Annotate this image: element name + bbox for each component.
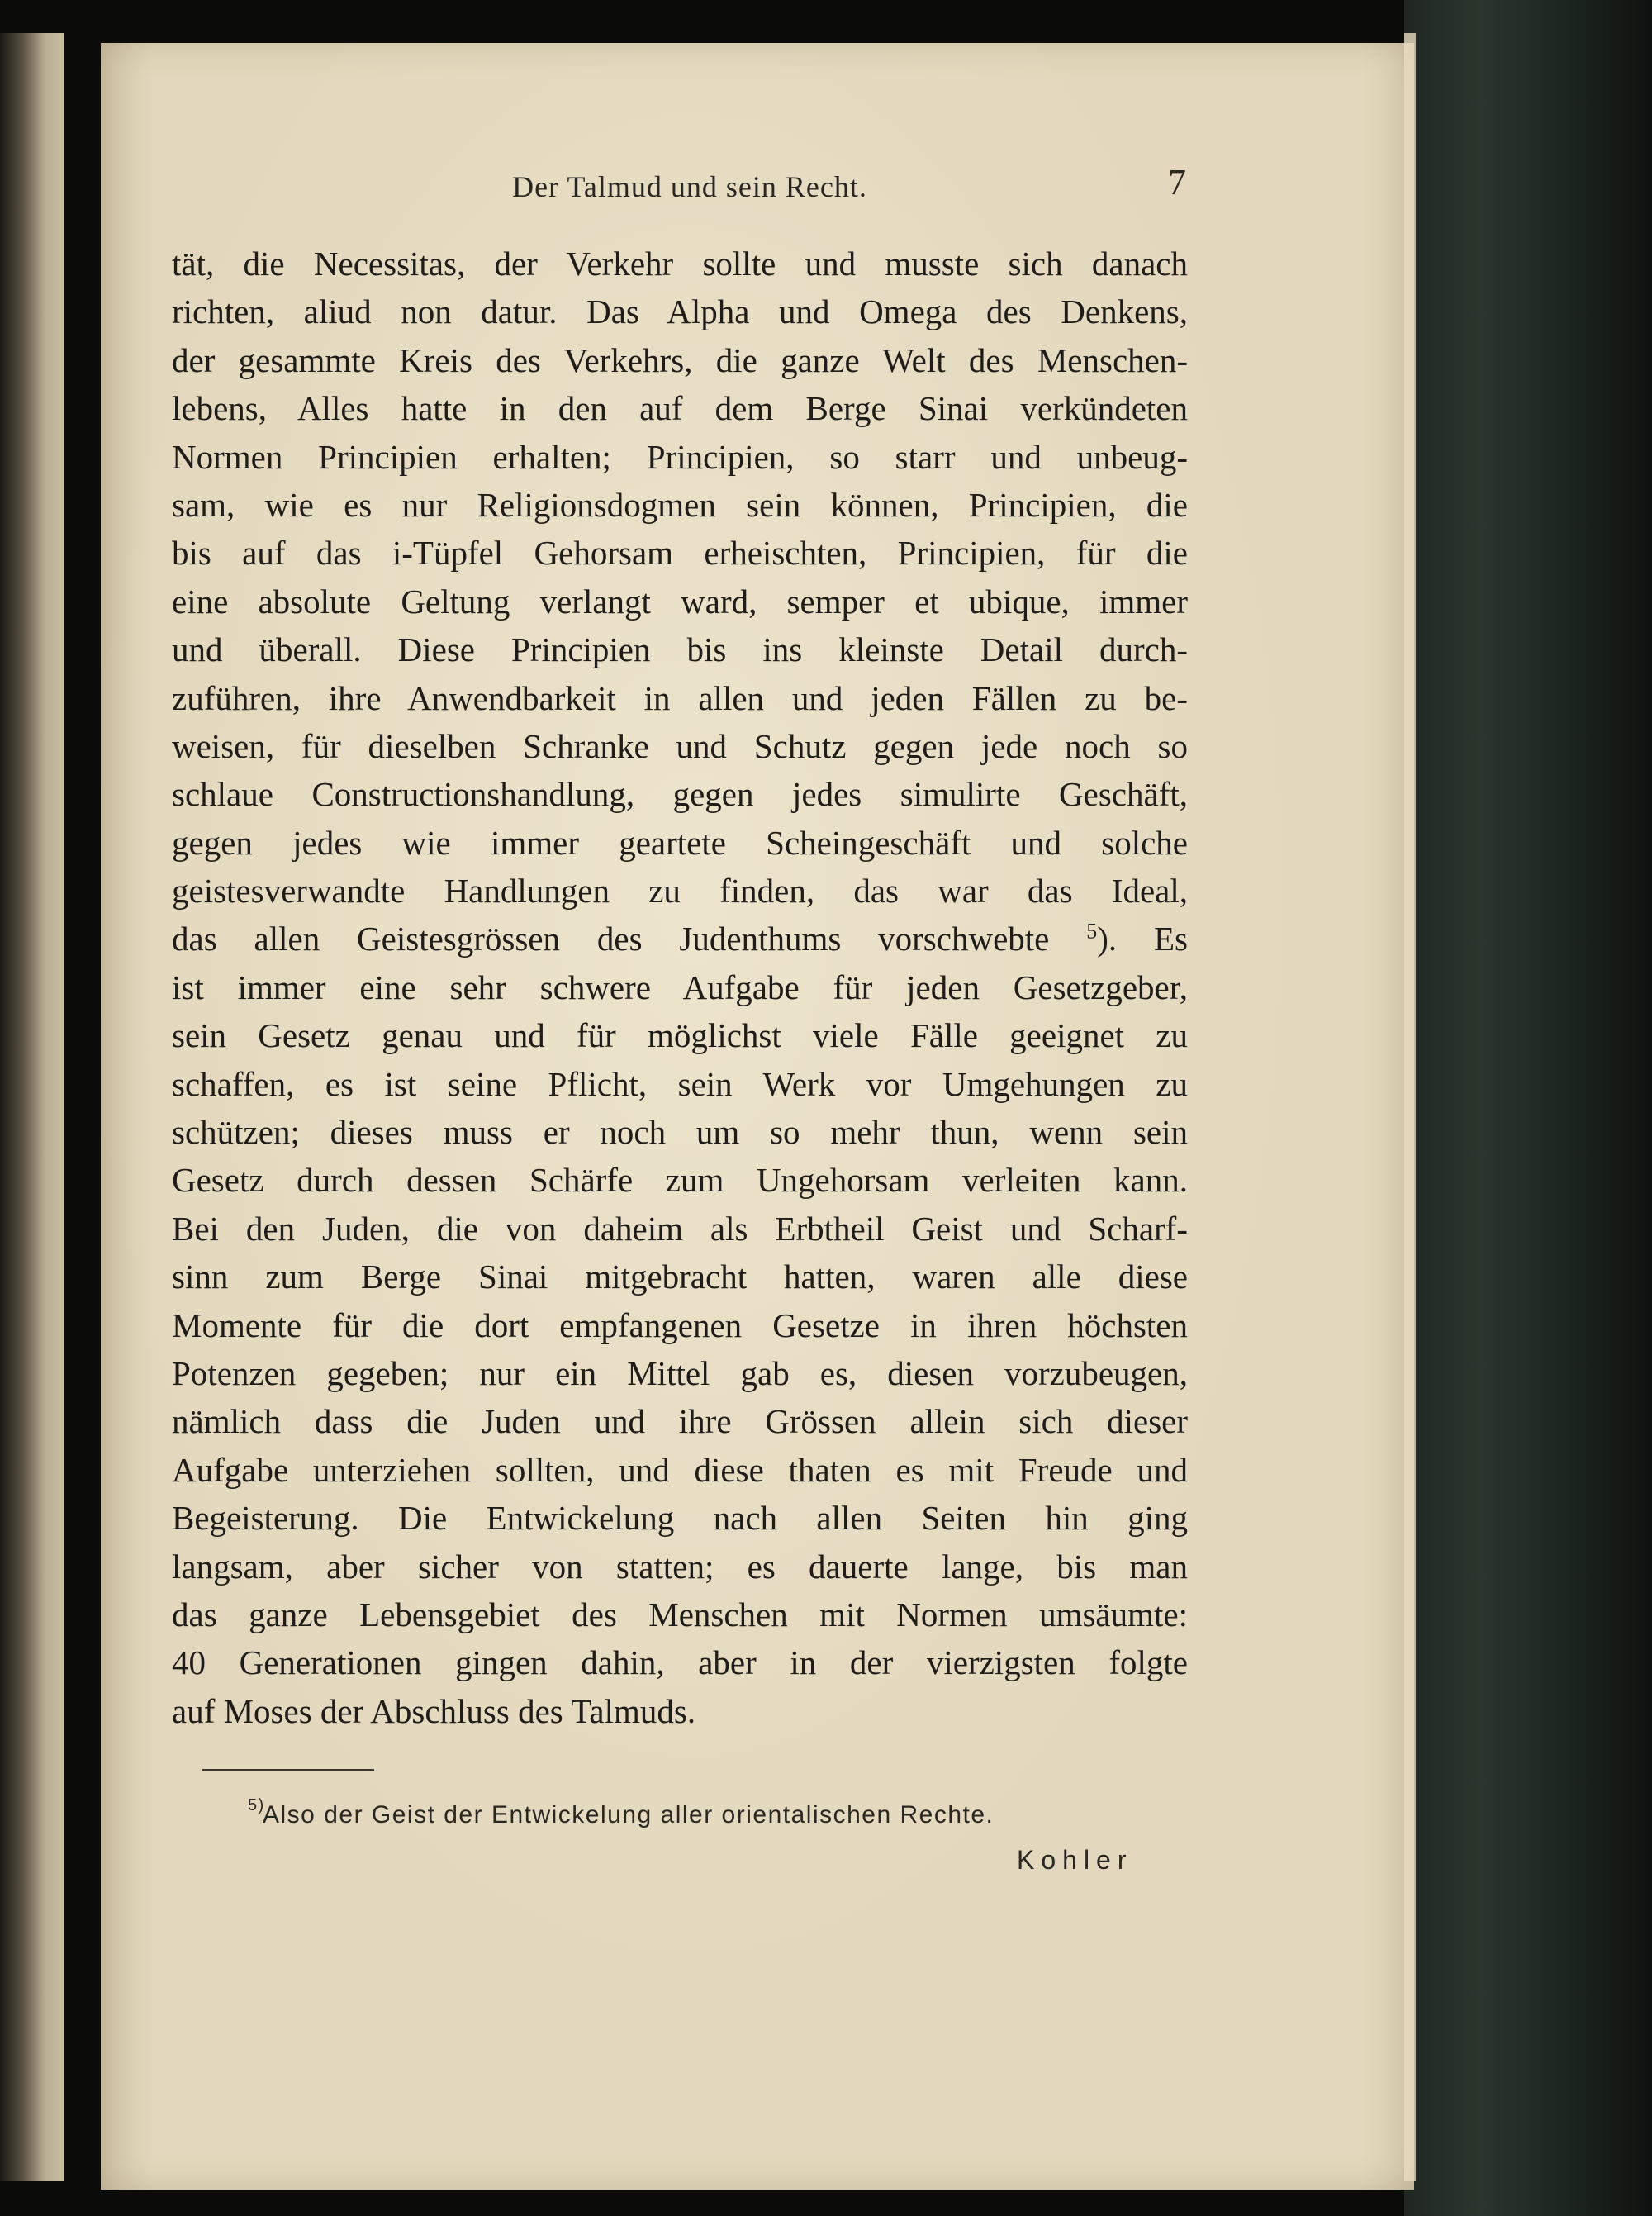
page-edge [1404,33,1416,2181]
body-text [172,240,1188,1735]
text-line: auf Moses der Abschluss des Talmuds. [172,1691,696,1730]
text-line: Bei den Juden, die von daheim als Erbtheil Geist und Scharf- [172,1209,1188,1248]
text-line: nämlich dass die Juden und ihre Grössen allein sich dieser [172,1402,1188,1441]
text-line: sinn zum Berge Sinai mitgebracht hatten, waren alle diese [172,1258,1188,1296]
text-line: weisen, für dieselben Schranke und Schutz gegen jede noch so [172,726,1188,765]
text-line: Gesetz durch dessen Schärfe zum Ungehorsam verleiten kann. [172,1161,1188,1200]
text-line: zuführen, ihre Anwendbarkeit in allen und jeden Fällen zu be- [172,678,1188,717]
footnote-divider [202,1769,374,1771]
text-segment: das allen Geistesgrössen des Judenthums vorschwebte [172,920,1050,958]
text-line: bis auf das i-Tüpfel Gehorsam erheischten, Principien, für die [172,534,1188,573]
text-segment: ). Es [1097,920,1188,958]
text-line: lebens, Alles hatte in den auf dem Berge Sinai verkündeten [172,389,1188,428]
text-line: schützen; dieses muss er noch um so mehr thun, wenn sein [172,1113,1188,1152]
running-title: Der Talmud und sein Recht. [512,170,867,203]
footnote-mark: 5) [248,1796,265,1814]
text-line: sein Gesetz genau und für möglichst viele Fälle geeignet zu [172,1016,1188,1055]
text-line: richten, aliud non datur. Das Alpha und Omega des Denkens, [172,292,1188,331]
page-header [190,161,1189,211]
text-line: tät, die Necessitas, der Verkehr sollte und musste sich danach [172,245,1188,283]
text-line: geistesverwandte Handlungen zu finden, das war das Ideal, [172,872,1188,911]
text-line: schlaue Constructionshandlung, gegen jedes simulirte Geschäft, [172,775,1188,814]
text-line: Aufgabe unterziehen sollten, und diese thaten es mit Freude und [172,1450,1188,1489]
text-line: 40 Generationen gingen dahin, aber in der vierzigsten folgte [172,1643,1188,1682]
text-line: sam, wie es nur Religionsdogmen sein können, Principien, die [172,485,1188,524]
text-line: gegen jedes wie immer geartete Scheingeschäft und solche [172,823,1188,862]
text-line: der gesammte Kreis des Verkehrs, die ganze Welt des Menschen- [172,340,1188,379]
text-line: Begeisterung. Die Entwickelung nach allen Seiten hin ging [172,1499,1188,1538]
text-line: langsam, aber sicher von statten; es dauerte lange, bis man [172,1547,1188,1586]
text-line: das ganze Lebensgebiet des Menschen mit Normen umsäumte: [172,1595,1188,1633]
text-line: und überall. Diese Principien bis ins kleinste Detail durch- [172,630,1188,669]
text-line-with-note [172,915,1188,963]
footnote [248,1796,1213,1829]
text-line: Momente für die dort empfangenen Gesetze in ihren höchsten [172,1305,1188,1344]
previous-page-edge [0,33,64,2181]
text-line: Normen Principien erhalten; Principien, so starr und unbeug- [172,437,1188,476]
book-binding [1404,0,1652,2216]
text-line: Potenzen gegeben; nur ein Mittel gab es, diesen vorzubeugen, [172,1353,1188,1392]
text-line: eine absolute Geltung verlangt ward, semper et ubique, immer [172,582,1188,621]
text-line: ist immer eine sehr schwere Aufgabe für jeden Gesetzgeber, [172,968,1188,1006]
text-line: schaffen, es ist seine Pflicht, sein Werk vor Umgehungen zu [172,1064,1188,1103]
page-number: 7 [1168,162,1186,202]
footnote-reference: 5 [1086,919,1098,944]
footnote-text: Also der Geist der Entwickelung aller orientalischen Rechte. [263,1801,995,1828]
footnote-author: Kohler [1017,1845,1133,1875]
